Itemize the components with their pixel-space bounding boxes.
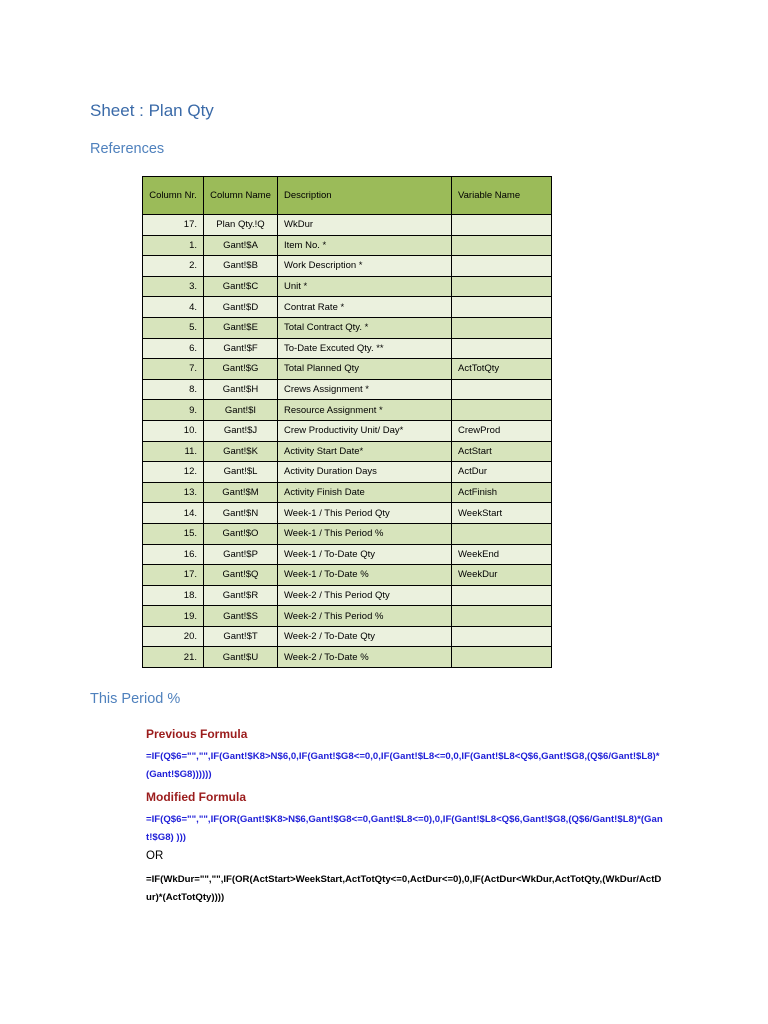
cell-column-nr: 5.: [143, 317, 204, 338]
cell-column-name: Gant!$K: [204, 441, 278, 462]
cell-variable-name: [452, 626, 552, 647]
cell-variable-name: [452, 379, 552, 400]
cell-column-name: Gant!$N: [204, 503, 278, 524]
alternative-formula: =IF(WkDur="","",IF(OR(ActStart>WeekStart,ActTotQty<=0,ActDur<=0),0,IF(ActDur<WkDur,ActTotQty,(WkDur/ActDur)*(ActTotQty)))): [146, 874, 662, 903]
previous-formula-title: Previous Formula: [146, 727, 248, 741]
table-row: [143, 565, 552, 586]
cell-column-nr: 2.: [143, 256, 204, 277]
cell-column-name: Gant!$O: [204, 523, 278, 544]
cell-column-nr: 9.: [143, 400, 204, 421]
table-row: [143, 256, 552, 277]
cell-description: Week-1 / To-Date %: [278, 565, 452, 586]
cell-variable-name: WeekEnd: [452, 544, 552, 565]
references-table: [142, 176, 552, 668]
cell-column-nr: 8.: [143, 379, 204, 400]
cell-description: Week-2 / This Period Qty: [278, 585, 452, 606]
cell-variable-name: ActDur: [452, 462, 552, 483]
cell-variable-name: [452, 338, 552, 359]
cell-column-name: Gant!$A: [204, 235, 278, 256]
table-row: [143, 482, 552, 503]
cell-description: Activity Finish Date: [278, 482, 452, 503]
cell-column-name: Plan Qty.!Q: [204, 215, 278, 236]
cell-variable-name: CrewProd: [452, 420, 552, 441]
header-column-nr: Column Nr.: [143, 177, 204, 215]
or-separator: OR: [146, 850, 164, 862]
cell-variable-name: [452, 215, 552, 236]
cell-column-name: Gant!$B: [204, 256, 278, 277]
table-row: [143, 215, 552, 236]
cell-column-nr: 11.: [143, 441, 204, 462]
header-column-name: Column Name: [204, 177, 278, 215]
cell-description: Week-1 / To-Date Qty: [278, 544, 452, 565]
cell-description: Week-1 / This Period %: [278, 523, 452, 544]
cell-column-name: Gant!$J: [204, 420, 278, 441]
cell-description: Activity Duration Days: [278, 462, 452, 483]
modified-formula-title: Modified Formula: [146, 790, 246, 804]
cell-column-nr: 19.: [143, 606, 204, 627]
cell-column-nr: 10.: [143, 420, 204, 441]
cell-column-name: Gant!$E: [204, 317, 278, 338]
cell-description: Week-1 / This Period Qty: [278, 503, 452, 524]
cell-column-name: Gant!$F: [204, 338, 278, 359]
sheet-title: Sheet : Plan Qty: [90, 101, 214, 120]
table-row: [143, 400, 552, 421]
cell-description: Week-2 / To-Date Qty: [278, 626, 452, 647]
cell-column-nr: 18.: [143, 585, 204, 606]
cell-column-name: Gant!$H: [204, 379, 278, 400]
modified-formula: =IF(Q$6="","",IF(OR(Gant!$K8>N$6,Gant!$G8<=0,Gant!$L8<=0),0,IF(Gant!$L8<Q$6,Gant!$G8,(Q$6/Gant!$L8)*(Gant!$G8) ))): [146, 814, 663, 843]
table-row: [143, 297, 552, 318]
cell-description: WkDur: [278, 215, 452, 236]
cell-column-nr: 21.: [143, 647, 204, 668]
cell-description: Total Planned Qty: [278, 359, 452, 380]
cell-column-nr: 4.: [143, 297, 204, 318]
cell-column-name: Gant!$T: [204, 626, 278, 647]
table-row: [143, 235, 552, 256]
cell-variable-name: [452, 400, 552, 421]
table-row: [143, 606, 552, 627]
table-row: [143, 379, 552, 400]
cell-variable-name: [452, 317, 552, 338]
cell-column-name: Gant!$M: [204, 482, 278, 503]
cell-variable-name: [452, 235, 552, 256]
cell-variable-name: [452, 256, 552, 277]
cell-variable-name: WeekDur: [452, 565, 552, 586]
cell-column-name: Gant!$D: [204, 297, 278, 318]
references-heading: References: [90, 141, 165, 157]
cell-variable-name: WeekStart: [452, 503, 552, 524]
cell-description: Unit *: [278, 276, 452, 297]
header-description: Description: [278, 177, 452, 215]
table-row: [143, 626, 552, 647]
table-row: [143, 647, 552, 668]
cell-column-nr: 16.: [143, 544, 204, 565]
table-row: [143, 503, 552, 524]
cell-column-name: Gant!$L: [204, 462, 278, 483]
cell-column-nr: 15.: [143, 523, 204, 544]
cell-description: Item No. *: [278, 235, 452, 256]
table-row: [143, 462, 552, 483]
cell-column-name: Gant!$S: [204, 606, 278, 627]
table-row: [143, 523, 552, 544]
cell-description: Crews Assignment *: [278, 379, 452, 400]
table-header-row: [143, 177, 552, 215]
table-row: [143, 317, 552, 338]
cell-description: Total Contract Qty. *: [278, 317, 452, 338]
cell-description: Contrat Rate *: [278, 297, 452, 318]
table-row: [143, 420, 552, 441]
cell-description: To-Date Excuted Qty. **: [278, 338, 452, 359]
cell-variable-name: [452, 606, 552, 627]
cell-description: Resource Assignment *: [278, 400, 452, 421]
cell-column-name: Gant!$C: [204, 276, 278, 297]
cell-description: Activity Start Date*: [278, 441, 452, 462]
table-row: [143, 585, 552, 606]
cell-variable-name: ActStart: [452, 441, 552, 462]
cell-column-name: Gant!$P: [204, 544, 278, 565]
cell-column-nr: 17.: [143, 565, 204, 586]
cell-column-nr: 20.: [143, 626, 204, 647]
cell-variable-name: [452, 523, 552, 544]
cell-column-name: Gant!$Q: [204, 565, 278, 586]
cell-column-nr: 1.: [143, 235, 204, 256]
cell-description: Week-2 / This Period %: [278, 606, 452, 627]
cell-column-nr: 13.: [143, 482, 204, 503]
cell-column-nr: 7.: [143, 359, 204, 380]
cell-column-name: Gant!$I: [204, 400, 278, 421]
cell-column-nr: 17.: [143, 215, 204, 236]
previous-formula: =IF(Q$6="","",IF(Gant!$K8>N$6,0,IF(Gant!$G8<=0,0,IF(Gant!$L8<=0,0,IF(Gant!$L8<Q$6,Gant!$G8,(Q$6/Gant!$L8)*(Gant!$G8)))))): [146, 751, 660, 780]
table-row: [143, 276, 552, 297]
cell-description: Crew Productivity Unit/ Day*: [278, 420, 452, 441]
table-row: [143, 544, 552, 565]
cell-column-name: Gant!$U: [204, 647, 278, 668]
cell-column-nr: 12.: [143, 462, 204, 483]
table-row: [143, 441, 552, 462]
cell-description: Work Description *: [278, 256, 452, 277]
header-variable-name: Variable Name: [452, 177, 552, 215]
cell-variable-name: ActTotQty: [452, 359, 552, 380]
cell-column-name: Gant!$R: [204, 585, 278, 606]
cell-variable-name: [452, 276, 552, 297]
table-row: [143, 359, 552, 380]
cell-column-nr: 14.: [143, 503, 204, 524]
cell-column-name: Gant!$G: [204, 359, 278, 380]
cell-variable-name: [452, 297, 552, 318]
this-period-heading: This Period %: [90, 691, 181, 707]
cell-variable-name: [452, 585, 552, 606]
cell-description: Week-2 / To-Date %: [278, 647, 452, 668]
cell-column-nr: 3.: [143, 276, 204, 297]
cell-variable-name: [452, 647, 552, 668]
cell-column-nr: 6.: [143, 338, 204, 359]
table-row: [143, 338, 552, 359]
cell-variable-name: ActFinish: [452, 482, 552, 503]
